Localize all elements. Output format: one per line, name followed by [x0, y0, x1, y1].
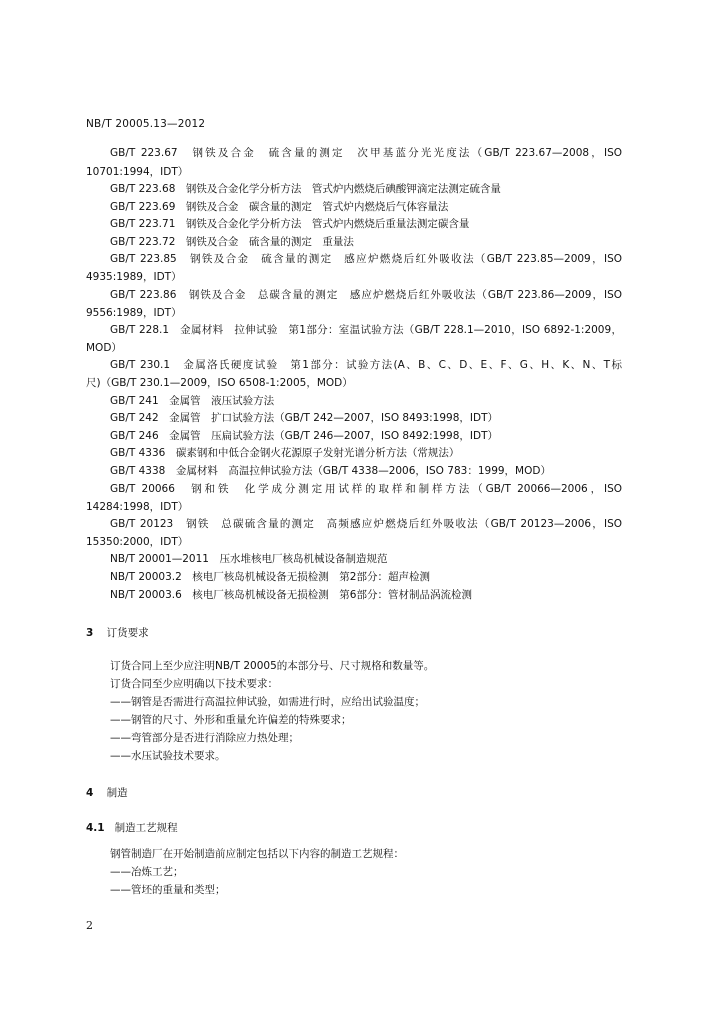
paragraph: 订货合同至少应明确以下技术要求： — [110, 678, 278, 690]
reference-line: GB/T 223.67 钢铁及合金 硫含量的测定 次甲基蓝分光光度法（GB/T 223.67—2008，ISO — [110, 147, 622, 159]
reference-line: MOD） — [86, 342, 122, 354]
reference-line: GB/T 20066 钢和铁 化学成分测定用试样的取样和制样方法（GB/T 20066—2006，ISO — [110, 483, 622, 495]
reference-line: GB/T 20123 钢铁 总碳硫含量的测定 高频感应炉燃烧后红外吸收法（GB/T 20123—2006，ISO — [110, 518, 622, 530]
subsection-4-1-heading — [86, 821, 622, 836]
reference-line: GB/T 223.68 钢铁及合金化学分析方法 管式炉内燃烧后碘酸钾滴定法测定硫含量 — [110, 183, 501, 195]
list-item: ——管坯的重量和类型； — [110, 884, 226, 896]
section-3-heading — [86, 626, 622, 641]
reference-line: GB/T 246 金属管 压扁试验方法（GB/T 246—2007，ISO 8492:1998，IDT） — [110, 430, 499, 442]
paragraph: 钢管制造厂在开始制造前应制定包括以下内容的制造工艺规程： — [110, 848, 404, 860]
reference-line: GB/T 228.1 金属材料 拉伸试验 第1部分：室温试验方法（GB/T 228.1—2010，ISO 6892-1:2009， — [110, 324, 622, 336]
reference-line: 10701:1994，IDT） — [86, 166, 189, 178]
reference-line: GB/T 4336 碳素钢和中低合金钢火花源原子发射光谱分析方法（常规法） — [110, 447, 460, 459]
list-item: ——水压试验技术要求。 — [110, 750, 226, 762]
reference-line: 15350:2000，IDT） — [86, 536, 189, 548]
page-number: 2 — [86, 919, 93, 932]
reference-line: GB/T 223.72 钢铁及合金 硫含量的测定 重量法 — [110, 236, 354, 248]
list-item: ——冶炼工艺； — [110, 866, 184, 878]
doc-number-header: NB/T 20005.13—2012 — [86, 118, 206, 130]
reference-line: 尺)（GB/T 230.1—2009，ISO 6508-1:2005，MOD） — [86, 377, 353, 389]
section-title: 制造 — [106, 787, 128, 799]
reference-line: GB/T 4338 金属材料 高温拉伸试验方法（GB/T 4338—2006，ISO 783：1999，MOD） — [110, 465, 551, 477]
list-item: ——钢管的尺寸、外形和重量允许偏差的特殊要求； — [110, 714, 352, 726]
reference-line: NB/T 20003.6 核电厂核岛机械设备无损检测 第6部分：管材制品涡流检测 — [110, 589, 472, 601]
reference-line: 9556:1989，IDT） — [86, 307, 182, 319]
reference-line: GB/T 241 金属管 液压试验方法 — [110, 395, 275, 407]
reference-line: NB/T 20003.2 核电厂核岛机械设备无损检测 第2部分：超声检测 — [110, 571, 430, 583]
reference-line: 4935:1989，IDT） — [86, 271, 182, 283]
reference-line: GB/T 223.86 钢铁及合金 总碳含量的测定 感应炉燃烧后红外吸收法（GB/T 223.86—2009，ISO — [110, 289, 622, 301]
reference-line: GB/T 242 金属管 扩口试验方法（GB/T 242—2007，ISO 8493:1998，IDT） — [110, 412, 499, 424]
subsection-number: 4.1 — [86, 822, 105, 834]
section-number: 4 — [86, 787, 94, 799]
section-title: 订货要求 — [106, 627, 149, 639]
section-4-heading — [86, 786, 622, 801]
reference-line: GB/T 223.85 钢铁及合金 硫含量的测定 感应炉燃烧后红外吸收法（GB/T 223.85—2009，ISO — [110, 253, 622, 265]
paragraph: 订货合同上至少应注明NB/T 20005的本部分号、尺寸规格和数量等。 — [110, 660, 435, 672]
section-number: 3 — [86, 627, 94, 639]
subsection-title: 制造工艺规程 — [114, 822, 178, 834]
reference-line: GB/T 223.69 钢铁及合金 碳含量的测定 管式炉内燃烧后气体容量法 — [110, 201, 449, 213]
list-item: ——钢管是否需进行高温拉伸试验，如需进行时，应给出试验温度； — [110, 696, 425, 708]
list-item: ——弯管部分是否进行消除应力热处理； — [110, 732, 299, 744]
reference-line: NB/T 20001—2011 压水堆核电厂核岛机械设备制造规范 — [110, 553, 388, 565]
reference-line: GB/T 223.71 钢铁及合金化学分析方法 管式炉内燃烧后重量法测定碳含量 — [110, 218, 470, 230]
reference-line: 14284:1998，IDT） — [86, 501, 189, 513]
reference-line: GB/T 230.1 金属洛氏硬度试验 第1部分：试验方法(A、B、C、D、E、F、G、H、K、N、T标 — [110, 359, 622, 371]
